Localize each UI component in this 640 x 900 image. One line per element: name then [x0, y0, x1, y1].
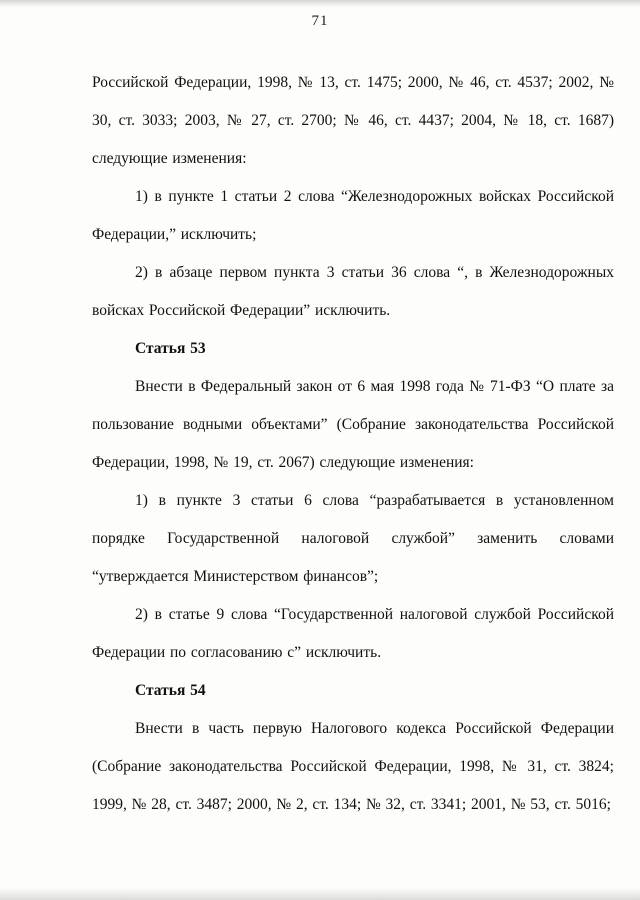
- section-heading: Статья 53: [135, 340, 206, 357]
- paragraph: 2) в статье 9 слова “Государственной налоговой службой Российской Федерации по согласованию с” исключить.: [92, 606, 614, 661]
- section-heading: Статья 54: [135, 682, 206, 699]
- paragraph: 2) в абзаце первом пункта 3 статьи 36 слова “, в Железнодорожных войсках Российской Федерации” исключить.: [92, 264, 614, 319]
- paragraph: Российской Федерации, 1998, № 13, ст. 1475; 2000, № 46, ст. 4537; 2002, № 30, ст. 3033; 2003, № 27, ст. 2700; № 46, ст. 4437; 2004, № 18, ст. 1687) следующие изменения:: [92, 74, 614, 167]
- paragraph: Внести в часть первую Налогового кодекса Российской Федерации (Собрание законодательства Российской Федерации, 1998, № 31, ст. 3824; 1999, № 28, ст. 3487; 2000, № 2, ст. 134; № 32, ст. 3341; 2001, № 53, ст. 5016;: [92, 720, 614, 813]
- paragraph: 1) в пункте 3 статьи 6 слова “разрабатывается в установленном порядке Государственной налоговой службой” заменить словами “утверждается Министерством финансов”;: [92, 492, 614, 585]
- scan-artifact-bottom: [0, 888, 640, 900]
- scan-artifact-top: [0, 0, 640, 7]
- paragraph: Внести в Федеральный закон от 6 мая 1998 года № 71-ФЗ “О плате за пользование водными объектами” (Собрание законодательства Российской Федерации, 1998, № 19, ст. 2067) следующие изменения:: [92, 378, 614, 471]
- paragraph: 1) в пункте 1 статьи 2 слова “Железнодорожных войсках Российской Федерации,” исключить;: [92, 188, 614, 243]
- document-content: [92, 64, 614, 824]
- page-number: 71: [311, 13, 329, 29]
